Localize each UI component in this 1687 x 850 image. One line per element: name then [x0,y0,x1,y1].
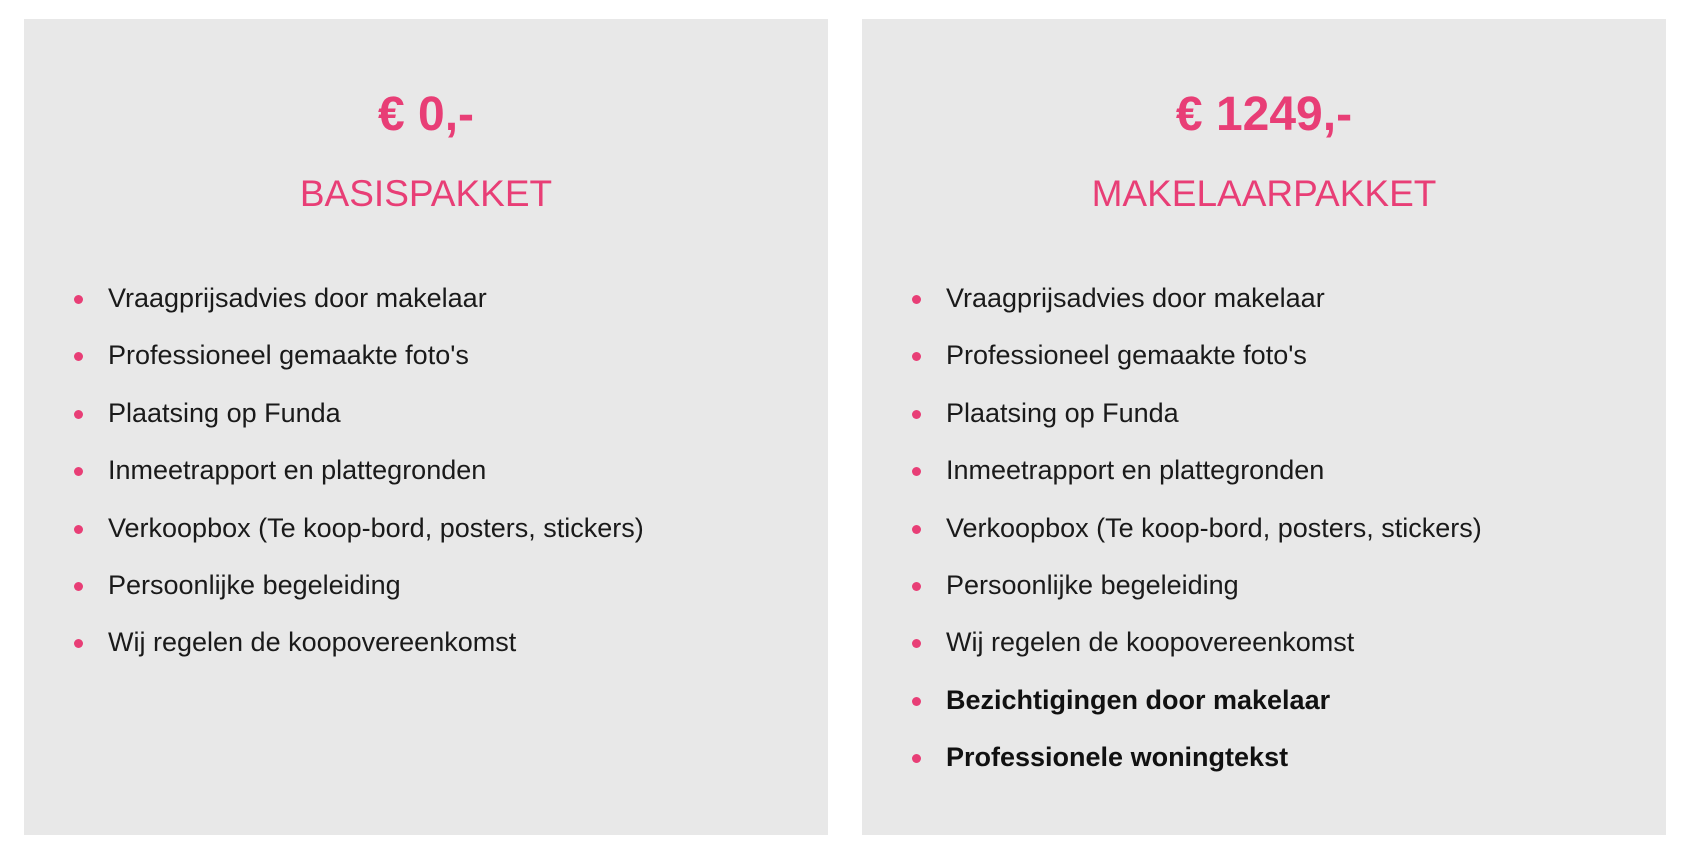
bullet-icon [912,295,921,304]
feature-item [74,334,808,391]
feature-item [74,277,808,334]
bullet-icon [74,582,83,591]
feature-item [912,277,1646,334]
feature-item [912,392,1646,449]
package-price: € 0,- [377,88,475,141]
bullet-icon [912,697,921,706]
bullet-icon [74,352,83,361]
feature-item [74,507,808,564]
bullet-icon [74,525,83,534]
bullet-icon [912,467,921,476]
feature-item [912,679,1646,736]
bullet-icon [912,352,921,361]
feature-label: Plaatsing op Funda [108,397,341,428]
bullet-icon [912,754,921,763]
feature-label: Verkoopbox (Te koop-bord, posters, stickers) [946,512,1482,543]
bullet-icon [74,295,83,304]
feature-item [74,449,808,506]
feature-item [74,564,808,621]
package-name: BASISPAKKET [299,173,553,214]
feature-list [74,277,808,679]
feature-item [912,449,1646,506]
package-price: € 1249,- [1175,88,1353,141]
feature-item [912,564,1646,621]
package-card-makelaarpakket [862,19,1666,835]
feature-label: Wij regelen de koopovereenkomst [108,627,517,658]
feature-label: Persoonlijke begeleiding [108,569,401,600]
bullet-icon [912,639,921,648]
bullet-icon [912,582,921,591]
feature-label: Plaatsing op Funda [946,397,1179,428]
feature-label: Professioneel gemaakte foto's [946,340,1307,371]
package-name: MAKELAARPAKKET [1091,173,1437,214]
feature-label: Professioneel gemaakte foto's [108,340,469,371]
feature-label: Verkoopbox (Te koop-bord, posters, stickers) [108,512,644,543]
feature-item [912,507,1646,564]
feature-item [912,736,1646,793]
feature-label: Inmeetrapport en plattegronden [946,455,1325,486]
feature-label: Inmeetrapport en plattegronden [108,455,487,486]
feature-label: Bezichtigingen door makelaar [946,684,1331,715]
feature-label: Professionele woningtekst [946,742,1289,773]
feature-item [74,392,808,449]
bullet-icon [74,639,83,648]
package-card-basispakket [24,19,828,835]
bullet-icon [74,410,83,419]
feature-list [912,277,1646,794]
feature-item [74,621,808,678]
feature-label: Vraagprijsadvies door makelaar [108,283,487,313]
bullet-icon [912,410,921,419]
bullet-icon [912,525,921,534]
feature-label: Persoonlijke begeleiding [946,569,1239,600]
feature-label: Wij regelen de koopovereenkomst [946,627,1355,658]
feature-item [912,334,1646,391]
feature-item [912,621,1646,678]
feature-label: Vraagprijsadvies door makelaar [946,283,1325,313]
bullet-icon [74,467,83,476]
